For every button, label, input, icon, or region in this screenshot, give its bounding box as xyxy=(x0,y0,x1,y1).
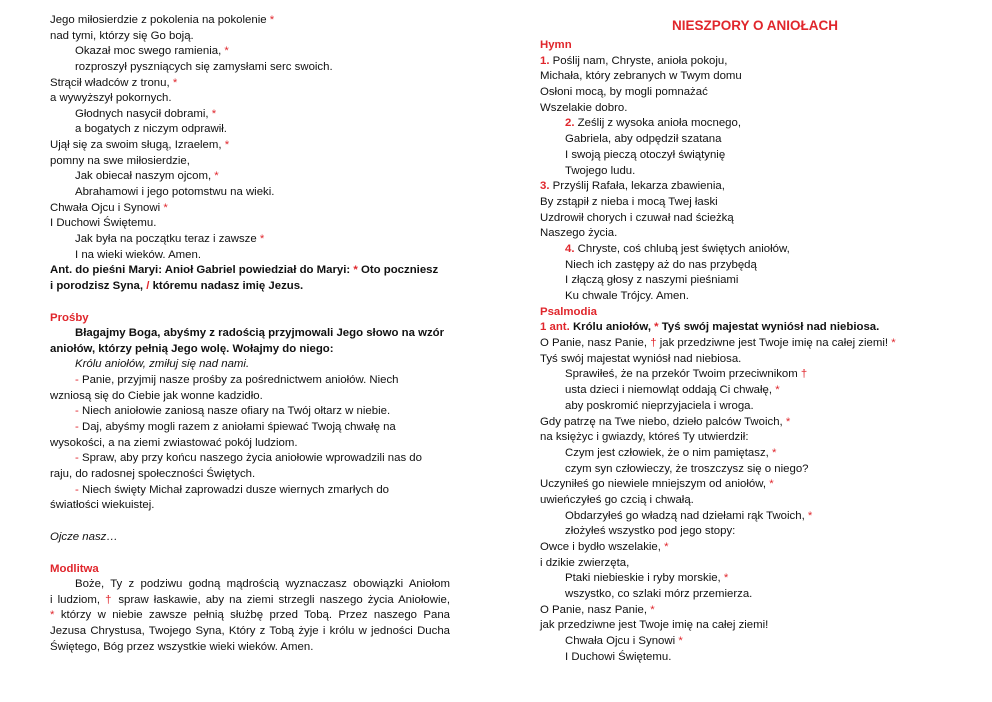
text-line: Głodnych nasycił dobrami, * xyxy=(75,107,217,120)
page-title: NIESZPORY O ANIOŁACH xyxy=(671,18,838,33)
psalm-line: O Panie, nasz Panie, * xyxy=(540,603,655,616)
petition: - Spraw, aby przy końcu naszego życia aniołowie wprowadzili nas do xyxy=(75,452,422,465)
psalm-line: uwieńczyłeś go czcią i chwałą. xyxy=(540,493,694,506)
psalm-line: Chwała Ojcu i Synowi * xyxy=(565,635,683,648)
petition: - Panie, przyjmij nasze prośby za pośrednictwem aniołów. Niech xyxy=(75,374,399,387)
hymn-line: Twojego ludu. xyxy=(565,164,636,177)
text-line: a bogatych z niczym odprawił. xyxy=(75,123,227,136)
hymn-line: By zstąpił z nieba i mocą Twej łaski xyxy=(540,195,718,208)
prayer-line: i ludziom, † spraw łaskawie, aby na ziemi strzegli naszego życia Aniołowie, xyxy=(50,593,450,606)
psalm-line: Ptaki niebieskie i ryby morskie, * xyxy=(565,572,729,585)
prayer-line: Świętego, Bóg przez wszystkie wieki wieków. Amen. xyxy=(50,640,314,653)
hymn-line: 1. Poślij nam, Chryste, anioła pokoju, xyxy=(540,54,728,67)
hymn-line: I złączą głosy z naszymi pieśniami xyxy=(565,274,739,287)
hymn xyxy=(540,54,945,305)
hymn-line: Ku chwale Trójcy. Amen. xyxy=(565,290,689,302)
psalm-line: złożyłeś wszystko pod jego stopy: xyxy=(565,525,736,538)
text-line: Ujął się za swoim sługą, Izraelem, * xyxy=(50,139,230,152)
section-heading: Prośby xyxy=(50,311,89,324)
text-line: Abrahamowi i jego potomstwu na wieki. xyxy=(75,186,275,199)
antiphon-line: i porodzisz Syna, / któremu nadasz imię Jezus. xyxy=(50,279,304,292)
intercessions-response: Królu aniołów, zmiłuj się nad nami. xyxy=(75,358,250,371)
hymn-line: I swoją pieczą otoczył świątynię xyxy=(565,148,726,161)
section-heading: Modlitwa xyxy=(50,562,99,575)
prayer-line: * którzy w niebie zawsze pełnią służbę przed Tobą. Przez naszego Pana xyxy=(50,609,450,622)
prayer-line: Boże, Ty z podziwu godną mądrością wyznaczasz obowiązki Aniołom xyxy=(75,578,450,591)
right-column xyxy=(540,0,945,666)
psalm-line: Sprawiłeś, że na przekór Twoim przeciwnikom † xyxy=(565,368,808,381)
prayer-line: Jezusa Chrystusa, Twojego Syna, Który z Tobą żyje i królu w jedności Ducha xyxy=(50,625,450,638)
our-father: Ojcze nasz… xyxy=(50,530,118,543)
section-heading: Hymn xyxy=(540,39,572,51)
hymn-line: 2. Ześlij z wysoka anioła mocnego, xyxy=(565,117,742,130)
hymn-line: Osłoni mocą, by mogli pomnażać xyxy=(540,86,708,99)
text-line: Jego miłosierdzie z pokolenia na pokolenie * xyxy=(50,14,275,26)
hymn-line: Niech ich zastępy aż do nas przybędą xyxy=(565,258,757,271)
psalm-line: O Panie, nasz Panie, † jak przedziwne jest Twoje imię na całej ziemi! * xyxy=(540,337,896,350)
text-line: nad tymi, którzy się Go boją. xyxy=(50,29,194,42)
psalm-line: na księżyc i gwiazdy, któreś Ty utwierdził: xyxy=(540,431,749,444)
text-line: Jak obiecał naszym ojcom, * xyxy=(75,170,219,183)
antiphon-line: 1 ant. Królu aniołów, * Tyś swój majestat wyniósł nad niebiosa. xyxy=(540,321,880,334)
section-heading: Psalmodia xyxy=(540,305,597,318)
psalm-line: Uczyniłeś go niewiele mniejszym od aniołów, * xyxy=(540,478,774,491)
hymn-line: Gabriela, aby odpędził szatana xyxy=(565,133,722,146)
psalm xyxy=(540,336,945,665)
left-column xyxy=(50,0,450,655)
psalm-line: i dzikie zwierzęta, xyxy=(540,556,630,569)
psalm-line: jak przedziwne jest Twoje imię na całej ziemi! xyxy=(540,619,769,632)
psalm-line: czym syn człowieczy, że troszczysz się o niego? xyxy=(565,462,809,475)
hymn-line: Wszelakie dobro. xyxy=(540,101,628,114)
hymn-line: Naszego życia. xyxy=(540,227,618,240)
text-line: pomny na swe miłosierdzie, xyxy=(50,154,190,167)
magnificat-antiphon xyxy=(50,263,450,294)
hymn-line: Uzdrowił chorych i czuwał nad ścieżką xyxy=(540,211,734,224)
intercessions-intro: Błagajmy Boga, abyśmy z radością przyjmowali Jego słowo na wzór xyxy=(75,327,445,340)
intercessions-intro: aniołów, którzy pełnią Jego wolę. Wołajmy do niego: xyxy=(50,342,334,355)
petition: - Niech aniołowie zaniosą nasze ofiary na Twój ołtarz w niebie. xyxy=(75,405,391,418)
text-line: rozproszył pyszniących się zamysłami serc swoich. xyxy=(75,60,333,73)
petition: - Niech święty Michał zaprowadzi dusze wiernych zmarłych do xyxy=(75,483,389,496)
text-line: Jak była na początku teraz i zawsze * xyxy=(75,232,265,245)
psalm-line: wszystko, co szlaki mórz przemierza. xyxy=(565,588,753,601)
petition-continuation: wysokości, a na ziemi zwiastować pokój ludziom. xyxy=(50,436,298,449)
antiphon-line: Ant. do pieśni Maryi: Anioł Gabriel powiedział do Maryi: * Oto poczniesz xyxy=(50,264,439,277)
psalm-line: Gdy patrzę na Twe niebo, dzieło palców Twoich, * xyxy=(540,415,791,428)
psalm-line: Tyś swój majestat wyniósł nad niebiosa. xyxy=(540,352,742,365)
psalm-line: I Duchowi Świętemu. xyxy=(565,650,672,663)
petition-continuation: raju, do radosnej społeczności Świętych. xyxy=(50,467,256,480)
modlitwa-section xyxy=(50,562,450,656)
magnificat xyxy=(50,13,450,263)
psalm-line: aby poskromić nieprzyjaciela i wroga. xyxy=(565,399,754,412)
psalm-line: Owce i bydło wszelakie, * xyxy=(540,541,669,553)
petition-continuation: światłości wiekuistej. xyxy=(50,499,155,512)
psalm-line: usta dzieci i niemowląt oddają Ci chwałę, * xyxy=(565,384,780,397)
text-line: I Duchowi Świętemu. xyxy=(50,217,157,230)
text-line: a wywyższył pokornych. xyxy=(50,92,172,105)
text-line: Chwała Ojcu i Synowi * xyxy=(50,201,168,214)
hymn-line: Michała, który zebranych w Twym domu xyxy=(540,70,742,83)
psalm-line: Obdarzyłeś go władzą nad dziełami rąk Twoich, * xyxy=(565,509,813,522)
text-line: I na wieki wieków. Amen. xyxy=(75,248,201,261)
petition-continuation: wzniosą się do Ciebie jak wonne kadzidło. xyxy=(50,389,263,402)
hymn-line: 4. Chryste, coś chlubą jest świętych aniołów, xyxy=(565,242,790,255)
hymn-line: 3. Przyślij Rafała, lekarza zbawienia, xyxy=(540,180,725,193)
text-line: Strącił władców z tronu, * xyxy=(50,76,178,89)
petition: - Daj, abyśmy mogli razem z aniołami śpiewać Twoją chwałę na xyxy=(75,421,396,434)
psalm-line: Czym jest człowiek, że o nim pamiętasz, * xyxy=(565,446,777,459)
text-line: Okazał moc swego ramienia, * xyxy=(75,45,229,58)
prosby-section xyxy=(50,311,450,514)
